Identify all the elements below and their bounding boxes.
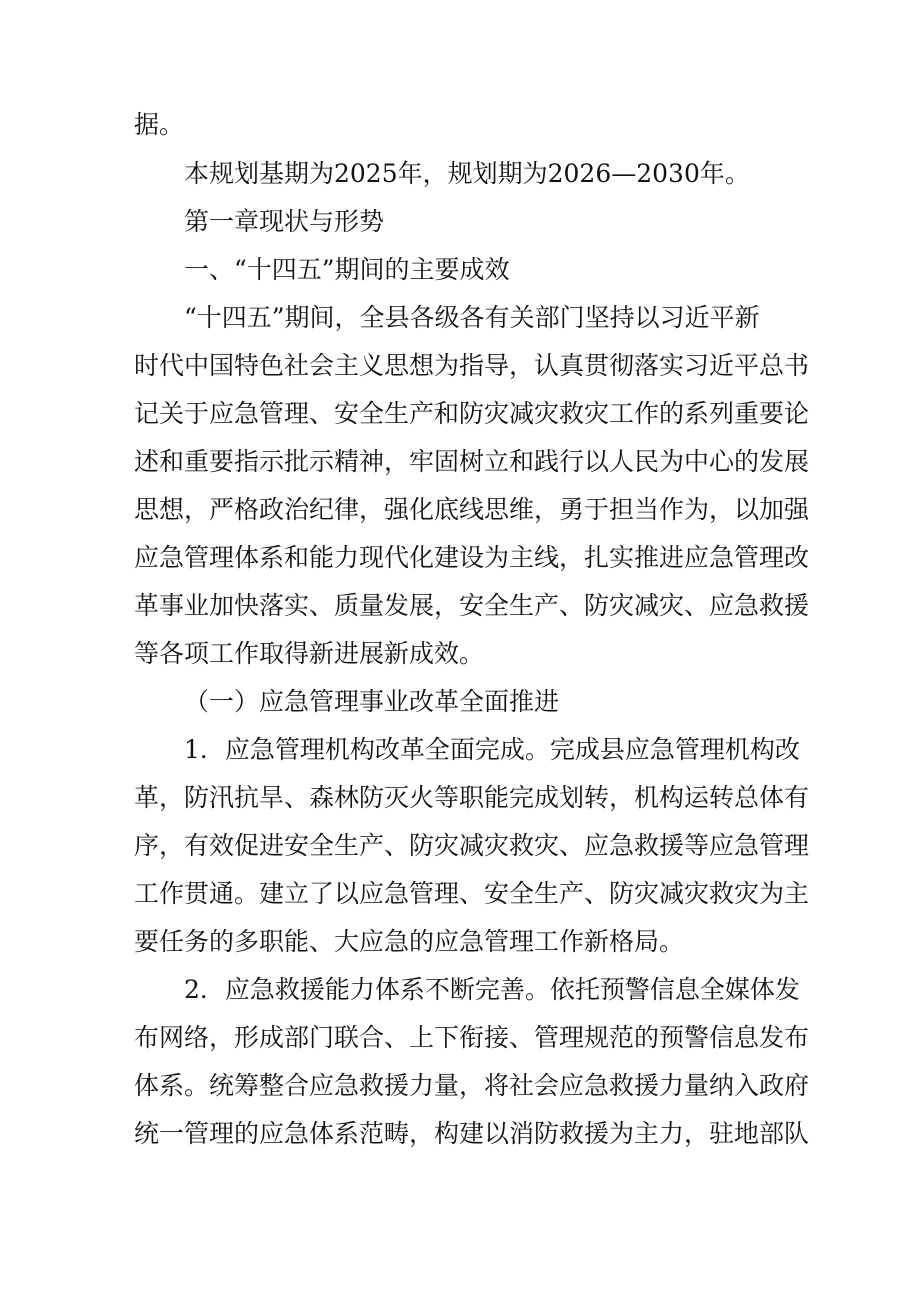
text-line: 应急管理体系和能力现代化建设为主线，扎实推进应急管理改 xyxy=(134,543,810,572)
text-line: 革，防汛抗旱、森林防灭火等职能完成划转，机构运转总体有 xyxy=(134,783,810,812)
text-line: 时代中国特色社会主义思想为指导，认真贯彻落实习近平总书 xyxy=(134,351,810,380)
text-line: 本规划基期为2025年，规划期为2026—2030年。 xyxy=(184,159,750,188)
text-line: 思想，严格政治纪律，强化底线思维，勇于担当作为，以加强 xyxy=(134,495,810,524)
text-line: 体系。统筹整合应急救援力量，将社会应急救援力量纳入政府 xyxy=(134,1071,810,1100)
text-line: 1．应急管理机构改革全面完成。完成县应急管理机构改 xyxy=(184,735,800,764)
text-line: 序，有效促进安全生产、防灾减灾救灾、应急救援等应急管理 xyxy=(134,831,810,860)
chapter-heading: 第一章现状与形势 xyxy=(184,207,385,236)
text-line: 记关于应急管理、安全生产和防灾减灾救灾工作的系列重要论 xyxy=(134,399,810,428)
text-line: 革事业加快落实、质量发展，安全生产、防灾减灾、应急救援 xyxy=(134,591,810,620)
subsection-heading: （一）应急管理事业改革全面推进 xyxy=(184,687,560,716)
text-line: 布网络，形成部门联合、上下衔接、管理规范的预警信息发布 xyxy=(134,1023,810,1052)
text-line: 据。 xyxy=(134,110,185,139)
text-line: “十四五”期间，全县各级各有关部门坚持以习近平新 xyxy=(184,303,760,332)
text-line: 要任务的多职能、大应急的应急管理工作新格局。 xyxy=(134,927,685,956)
text-line: 述和重要指示批示精神，牢固树立和践行以人民为中心的发展 xyxy=(134,447,810,476)
text-line: 2．应急救援能力体系不断完善。依托预警信息全媒体发 xyxy=(184,975,800,1004)
text-line: 统一管理的应急体系范畴，构建以消防救援为主力，驻地部队 xyxy=(134,1119,810,1148)
text-line: 工作贯通。建立了以应急管理、安全生产、防灾减灾救灾为主 xyxy=(134,879,810,908)
text-line: 等各项工作取得新进展新成效。 xyxy=(134,639,485,668)
section-heading: 一、“十四五”期间的主要成效 xyxy=(184,255,510,284)
